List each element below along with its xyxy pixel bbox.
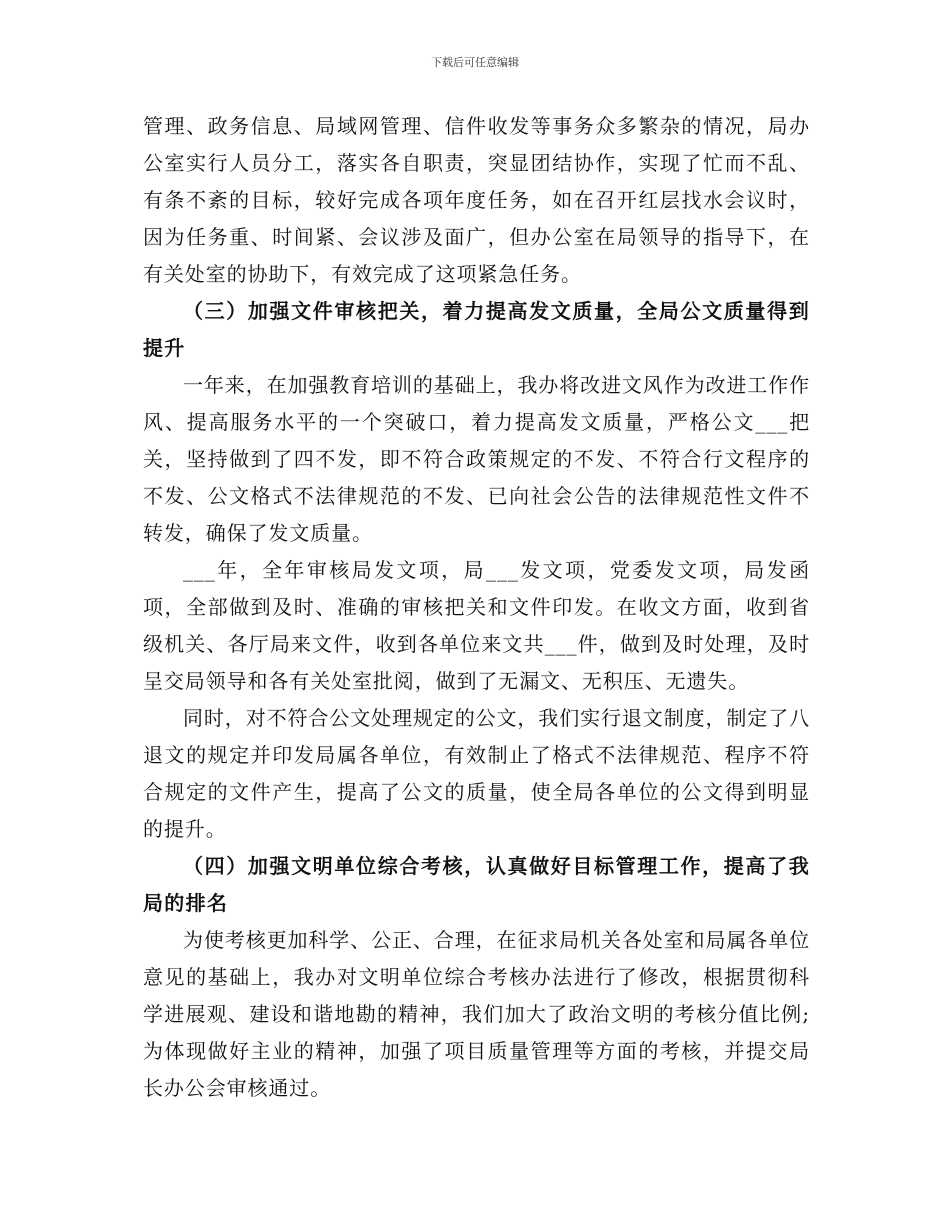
section-heading: （三）加强文件审核把关，着力提高发文质量，全局公文质量得到提升 (143, 299, 810, 360)
document-body (143, 108, 810, 1107)
body-paragraph: 一年来，在加强教育培训的基础上，我办将改进文风作为改进工作作风、提高服务水平的一个突破口，着力提高发文质量，严格公文___把关，坚持做到了四不发，即不符合政策规定的不发、不符合行文程序的不发、公文格式不法律规范的不发、已向社会公告的法律规范性文件不转发，确保了发文质量。 (143, 373, 810, 545)
section-heading: （四）加强文明单位综合考核，认真做好目标管理工作，提高了我局的排名 (143, 854, 810, 915)
body-paragraph: 管理、政务信息、局域网管理、信件收发等事务众多繁杂的情况，局办公室实行人员分工，落实各自职责，突显团结协作，实现了忙而不乱、有条不紊的目标，较好完成各项年度任务，如在召开红层找水会议时，因为任务重、时间紧、会议涉及面广，但办公室在局领导的指导下，在有关处室的协助下，有效完成了这项紧急任务。 (143, 114, 810, 286)
body-paragraph: 为使考核更加科学、公正、合理，在征求局机关各处室和局属各单位意见的基础上，我办对文明单位综合考核办法进行了修改，根据贯彻科学进展观、建设和谐地勘的精神，我们加大了政治文明的考核分值比例;为体现做好主业的精神，加强了项目质量管理等方面的考核，并提交局长办公会审核通过。 (143, 928, 810, 1100)
body-paragraph: 同时，对不符合公文处理规定的公文，我们实行退文制度，制定了八退文的规定并印发局属各单位，有效制止了格式不法律规范、程序不符合规定的文件产生，提高了公文的质量，使全局各单位的公文得到明显的提升。 (143, 706, 810, 841)
body-paragraph: ___年，全年审核局发文项，局___发文项，党委发文项，局发函项，全部做到及时、准确的审核把关和文件印发。在收文方面，收到省级机关、各厅局来文件，收到各单位来文共___件，做到及时处理，及时呈交局领导和各有关处室批阅，做到了无漏文、无积压、无遗失。 (143, 558, 810, 693)
header-note: 下载后可任意编辑 (431, 56, 519, 69)
